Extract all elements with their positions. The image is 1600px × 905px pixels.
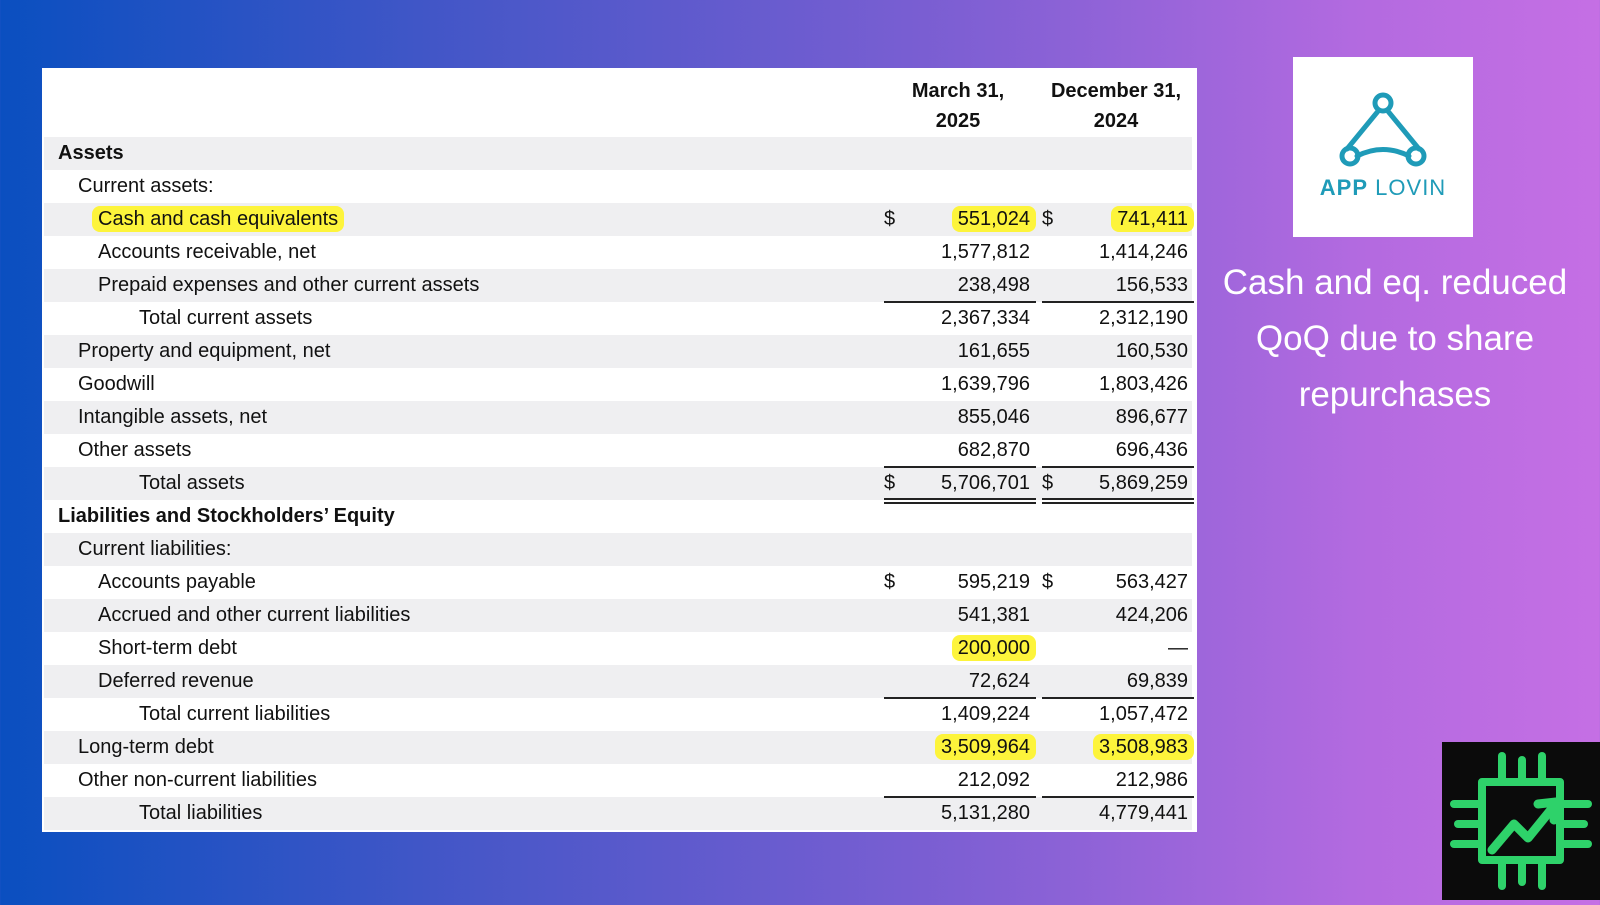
value-march-2025: 161,655 [957,340,1030,362]
value-december-2024: 1,803,426 [1099,373,1188,395]
currency-symbol: $ [884,472,896,494]
row-label: Accrued and other current liabilities [98,604,411,626]
value-december-2024: 69,839 [1126,670,1188,692]
row-label: Total current assets [139,307,313,329]
row-label: Goodwill [78,373,155,395]
value-march-2025: 551,024 [882,203,1036,234]
caption-line: repurchases [1298,375,1492,414]
row-label: Other non-current liabilities [78,769,317,791]
value-december-2024: 1,414,246 [1099,241,1188,263]
table-row [44,302,1192,335]
column-header-line1: December 31, [1050,80,1182,102]
value-march-2025: 1,639,796 [941,373,1030,395]
value-december-2024: 212,986 [1115,769,1188,791]
table-row [44,335,1192,368]
table-row [44,236,1192,269]
value-december-2024: 563,427 [1115,571,1188,593]
table-row [44,401,1192,434]
row-label: Short-term debt [98,637,237,659]
value-march-2025: 541,381 [957,604,1030,626]
column-header-line2: 2025 [935,110,981,132]
table-row [44,764,1192,797]
table-row [44,566,1192,599]
table-row [44,368,1192,401]
row-label: Total liabilities [139,802,263,824]
value-december-2024: — [1168,637,1188,659]
row-label: Total assets [139,472,245,494]
column-header-march-2025 [882,76,1034,140]
row-label: Current assets: [78,175,214,197]
value-december-2024: 741,411 [1040,203,1194,234]
value-march-2025: 5,706,701 [941,472,1030,494]
value-december-2024: 3,508,983 [1040,731,1194,762]
value-march-2025: 3,509,964 [882,731,1036,762]
currency-symbol: $ [1042,472,1054,494]
value-december-2024: 424,206 [1115,604,1188,626]
caption-line: QoQ due to share [1255,319,1535,358]
value-march-2025: 1,409,224 [941,703,1030,725]
table-row [44,467,1192,500]
row-label: Long-term debt [78,736,214,758]
row-label: Other assets [78,439,192,461]
value-march-2025: 1,577,812 [941,241,1030,263]
table-row [44,599,1192,632]
column-header-line2: 2024 [1093,110,1139,132]
row-label: Intangible assets, net [78,406,268,428]
row-label: Total current liabilities [139,703,331,725]
table-row [44,170,1192,203]
currency-symbol: $ [884,208,896,230]
table-row [44,203,1192,236]
currency-symbol: $ [1042,571,1054,593]
applovin-triangle-logo-icon [1293,57,1473,237]
value-december-2024: 1,057,472 [1099,703,1188,725]
value-march-2025: 200,000 [882,632,1036,663]
value-march-2025: 595,219 [957,571,1030,593]
row-label: Prepaid expenses and other current assets [98,274,480,296]
table-row [44,533,1192,566]
value-december-2024: 696,436 [1115,439,1188,461]
value-march-2025: 855,046 [957,406,1030,428]
value-march-2025: 238,498 [957,274,1030,296]
row-label: Accounts receivable, net [98,241,316,263]
value-march-2025: 72,624 [968,670,1030,692]
row-label: Current liabilities: [78,538,232,560]
row-label: Accounts payable [98,571,256,593]
value-december-2024: 156,533 [1115,274,1188,296]
value-december-2024: 896,677 [1115,406,1188,428]
value-march-2025: 212,092 [957,769,1030,791]
balance-sheet-table [42,68,1197,832]
value-december-2024: 4,779,441 [1099,802,1188,824]
row-label: Cash and cash equivalents [92,203,344,236]
caption-text [1200,255,1590,423]
column-header-line1: March 31, [911,80,1005,102]
chip-chart-icon [1442,742,1600,900]
currency-symbol: $ [884,571,896,593]
row-label: Deferred revenue [98,670,254,692]
table-row [44,698,1192,731]
table-row [44,434,1192,467]
caption-line: Cash and eq. reduced [1222,263,1568,302]
applovin-wordmark: APP LOVIN [1319,175,1447,200]
table-row [44,269,1192,302]
currency-symbol: $ [1042,208,1054,230]
section-header-row [44,500,1192,533]
row-label: Liabilities and Stockholders’ Equity [58,505,395,527]
table-row [44,731,1192,764]
table-row [44,665,1192,698]
column-header-december-2024 [1040,76,1192,140]
chip-chart-badge [1442,742,1600,900]
table-row [44,632,1192,665]
value-march-2025: 682,870 [957,439,1030,461]
table-row [44,797,1192,830]
row-label: Property and equipment, net [78,340,331,362]
value-december-2024: 5,869,259 [1099,472,1188,494]
row-label: Assets [58,142,124,164]
applovin-logo [1293,57,1473,237]
section-header-row [44,137,1192,170]
value-march-2025: 2,367,334 [941,307,1030,329]
value-december-2024: 2,312,190 [1099,307,1188,329]
value-march-2025: 5,131,280 [941,802,1030,824]
value-december-2024: 160,530 [1115,340,1188,362]
